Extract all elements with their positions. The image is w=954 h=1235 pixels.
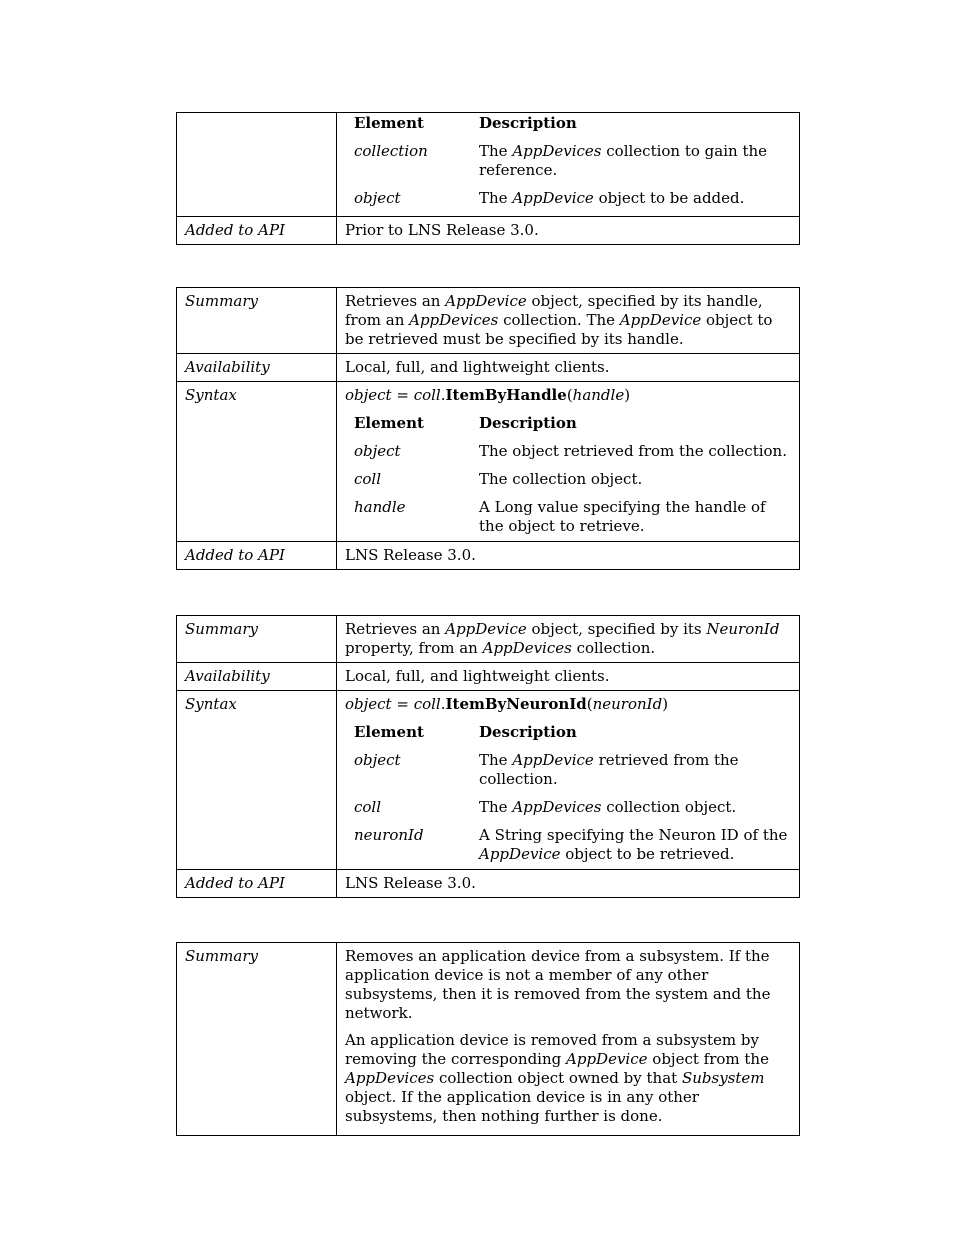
table-row: [345, 142, 791, 189]
element-table: [345, 414, 791, 537]
description-header: Description: [479, 723, 577, 741]
element-name: object: [354, 442, 401, 460]
availability-value: Local, full, and lightweight clients.: [337, 354, 800, 382]
element-name: coll: [354, 798, 382, 816]
availability-value: Local, full, and lightweight clients.: [337, 663, 800, 691]
syntax-cell: [337, 382, 800, 542]
element-description: A Long value specifying the handle of the object to retrieve.: [479, 498, 766, 535]
table-item-by-handle: [176, 287, 800, 570]
empty-label-cell: [177, 113, 337, 217]
availability-label: Availability: [177, 354, 337, 382]
syntax-cell: [337, 691, 800, 870]
summary-value: Retrieves an AppDevice object, specified by its handle, from an AppDevices collection. The AppDevice object to be retrieved must be specified by its handle.: [337, 288, 800, 354]
syntax-label: Syntax: [177, 382, 337, 542]
added-to-api-label: Added to API: [177, 217, 337, 245]
element-header: Element: [354, 414, 424, 432]
element-description: The AppDevices collection to gain the reference.: [479, 142, 768, 179]
syntax-line: object = coll.ItemByHandle(handle): [345, 386, 631, 404]
element-table-cell: [337, 113, 800, 217]
summary-label: Summary: [177, 288, 337, 354]
element-description: A String specifying the Neuron ID of the AppDevice object to be retrieved.: [479, 826, 788, 863]
description-header: Description: [479, 114, 577, 132]
element-table: [345, 723, 791, 865]
element-name: object: [354, 751, 401, 769]
summary-value: Retrieves an AppDevice object, specified by its NeuronId property, from an AppDevices collection.: [337, 616, 800, 663]
summary-paragraph: An application device is removed from a subsystem by removing the corresponding AppDevice object from the AppDevices collection object owned by that Subsystem object. If the application device is in any other subsystems, then nothing further is done.: [345, 1031, 769, 1125]
table-row: [345, 498, 791, 537]
added-to-api-value: Prior to LNS Release 3.0.: [337, 217, 800, 245]
table-add-method: [176, 112, 800, 245]
table-row: [345, 798, 791, 826]
summary-label: Summary: [177, 943, 337, 1136]
table-row: [345, 189, 791, 209]
added-to-api-value: LNS Release 3.0.: [337, 542, 800, 570]
table-row: [345, 751, 791, 798]
table-row: [345, 470, 791, 498]
element-name: handle: [354, 498, 406, 516]
element-name: neuronId: [354, 826, 424, 844]
syntax-label: Syntax: [177, 691, 337, 870]
element-name: object: [354, 189, 401, 207]
element-description: The collection object.: [479, 470, 643, 488]
element-name: coll: [354, 470, 382, 488]
element-header: Element: [354, 114, 424, 132]
element-header: Element: [354, 723, 424, 741]
availability-label: Availability: [177, 663, 337, 691]
table-item-by-neuron-id: [176, 615, 800, 898]
summary-paragraph: Removes an application device from a subsystem. If the application device is not a member of any other subsystems, then it is removed from the system and the network.: [345, 947, 771, 1022]
element-table: [345, 114, 791, 209]
syntax-line: object = coll.ItemByNeuronId(neuronId): [345, 695, 669, 713]
element-description: The AppDevice retrieved from the collection.: [479, 751, 739, 788]
element-name: collection: [354, 142, 428, 160]
element-description: The object retrieved from the collection.: [479, 442, 787, 460]
description-header: Description: [479, 414, 577, 432]
added-to-api-value: LNS Release 3.0.: [337, 870, 800, 898]
table-row: [345, 442, 791, 470]
element-description: The AppDevices collection object.: [479, 798, 737, 816]
summary-label: Summary: [177, 616, 337, 663]
element-description: The AppDevice object to be added.: [479, 189, 745, 207]
table-remove-method: [176, 942, 800, 1136]
added-to-api-label: Added to API: [177, 542, 337, 570]
summary-value: [337, 943, 800, 1136]
added-to-api-label: Added to API: [177, 870, 337, 898]
table-row: [345, 826, 791, 865]
